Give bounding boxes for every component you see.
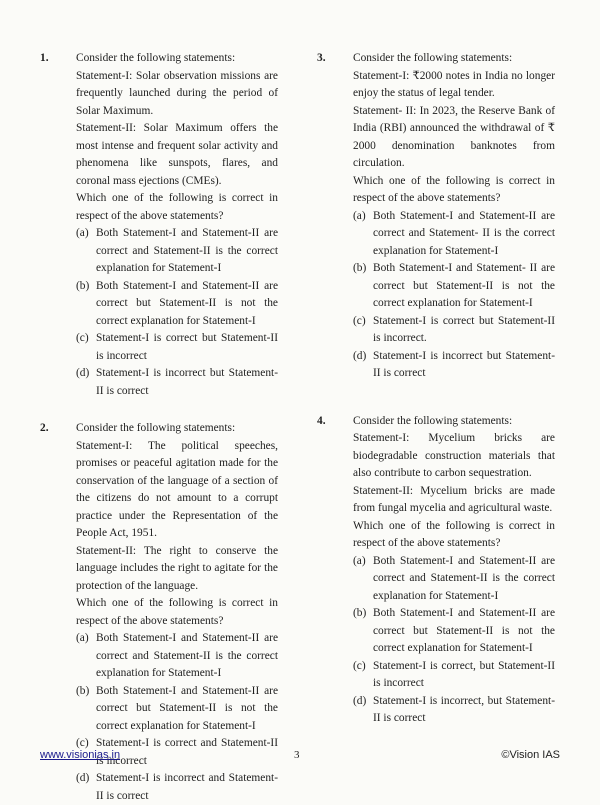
right-column (317, 50, 555, 728)
question-number: 3. (317, 52, 326, 64)
option-text: Statement-I is correct and Statement-II is incorrect (96, 737, 278, 767)
option-text: Both Statement-I and Statement-II are correct and Statement- II is the correct explanation for Statement-I (373, 209, 555, 257)
options-list (76, 225, 278, 400)
statement-1: Statement-I: Mycelium bricks are biodegradable construction materials that also contribute to carbon sequestration. (353, 432, 555, 479)
option-c[interactable] (76, 330, 278, 365)
options-list (76, 630, 278, 805)
option-c[interactable] (353, 658, 555, 693)
option-letter: (d) (353, 694, 367, 707)
option-text: Statement-I is incorrect but Statement-II is correct (373, 349, 555, 379)
question-1 (40, 50, 278, 400)
option-text: Both Statement-I and Statement-II are correct but Statement-II is not the correct explanation for Statement-I (96, 279, 278, 327)
question-prompt: Which one of the following is correct in respect of the above statements? (76, 597, 278, 627)
options-list (353, 553, 555, 728)
option-letter: (d) (76, 772, 90, 784)
option-text: Both Statement-I and Statement-II are correct and Statement-II is the correct explanation for Statement-I (96, 227, 278, 274)
option-letter: (b) (353, 262, 367, 274)
option-d[interactable] (76, 365, 278, 400)
option-text: Statement-I is correct but Statement-II is incorrect (96, 332, 278, 362)
page-number: 3 (294, 749, 300, 761)
question-prompt: Which one of the following is correct in respect of the above statements? (353, 519, 555, 549)
option-b[interactable] (353, 260, 555, 313)
option-text: Both Statement-I and Statement-II are correct and Statement-II is the correct explanation for Statement-I (373, 554, 555, 602)
option-a[interactable] (76, 630, 278, 683)
option-letter: (d) (353, 349, 367, 362)
option-b[interactable] (76, 278, 278, 331)
option-letter: (a) (353, 209, 366, 222)
option-text: Statement-I is correct but Statement-II is incorrect. (373, 314, 555, 344)
question-intro: Consider the following statements: (353, 414, 513, 427)
option-letter: (b) (353, 607, 367, 619)
page-footer (40, 749, 560, 769)
question-2 (40, 420, 278, 805)
option-d[interactable] (76, 770, 278, 805)
option-letter: (c) (76, 737, 89, 749)
option-text: Both Statement-I and Statement-II are correct but Statement-II is not the correct explanation for Statement-I (373, 607, 555, 654)
option-text: Statement-I is correct, but Statement-II is incorrect (373, 659, 555, 689)
option-letter: (c) (76, 332, 89, 344)
option-a[interactable] (353, 553, 555, 606)
option-letter: (b) (76, 279, 90, 292)
question-number: 1. (40, 52, 49, 64)
statement-2: Statement- II: In 2023, the Reserve Bank of India (RBI) announced the withdrawal of ₹ 2000 denomination banknotes from circulation. (353, 104, 555, 169)
statement-1: Statement-I: The political speeches, promises or peaceful agitation made for the conservation of the language of a section of the citizens do not amount to a corrupt practice under the Representation of the People Act, 1951. (76, 439, 278, 539)
question-3 (317, 50, 555, 383)
question-4 (317, 413, 555, 728)
option-letter: (a) (353, 554, 366, 567)
question-intro: Consider the following statements: (76, 422, 236, 434)
option-letter: (a) (76, 632, 89, 644)
option-letter: (d) (76, 367, 90, 379)
option-d[interactable] (353, 693, 555, 728)
question-prompt: Which one of the following is correct in respect of the above statements? (76, 192, 278, 222)
question-intro: Consider the following statements: (76, 52, 236, 64)
copyright-notice: ©Vision IAS (501, 749, 560, 761)
option-a[interactable] (76, 225, 278, 278)
website-link[interactable]: www.visionias.in (40, 749, 121, 761)
option-b[interactable] (353, 605, 555, 658)
statement-2: Statement-II: The right to conserve the language includes the right to agitate for the protection of the language. (76, 544, 278, 592)
left-column (40, 50, 278, 805)
option-text: Both Statement-I and Statement-II are correct and Statement-II is the correct explanation for Statement-I (96, 632, 278, 679)
option-text: Statement-I is incorrect, but Statement-II is correct (373, 694, 555, 724)
question-intro: Consider the following statements: (353, 52, 513, 64)
option-letter: (a) (76, 227, 89, 239)
option-a[interactable] (353, 208, 555, 261)
option-text: Statement-I is incorrect but Statement-II is correct (96, 367, 278, 397)
option-text: Statement-I is incorrect and Statement-II is correct (96, 772, 278, 802)
question-prompt: Which one of the following is correct in respect of the above statements? (353, 174, 555, 204)
option-letter: (b) (76, 684, 90, 697)
option-text: Both Statement-I and Statement-II are correct but Statement-II is not the correct explanation for Statement-I (96, 684, 278, 732)
option-d[interactable] (353, 348, 555, 383)
statement-1: Statement-I: ₹2000 notes in India no longer enjoy the status of legal tender. (353, 69, 555, 99)
statement-2: Statement-II: Solar Maximum offers the most intense and frequent solar activity and phenomena like sunspots, flares, and coronal mass ejections (CMEs). (76, 122, 278, 187)
option-letter: (c) (353, 659, 366, 672)
question-number: 2. (40, 422, 49, 434)
option-b[interactable] (76, 683, 278, 736)
option-c[interactable] (353, 313, 555, 348)
option-text: Both Statement-I and Statement- II are correct but Statement-II is not the correct explanation for Statement-I (373, 262, 555, 309)
options-list (353, 208, 555, 383)
question-number: 4. (317, 414, 326, 427)
statement-2: Statement-II: Mycelium bricks are made from fungal mycelia and agricultural waste. (353, 484, 555, 514)
statement-1: Statement-I: Solar observation missions are frequently launched during the period of Solar Maximum. (76, 69, 278, 117)
option-letter: (c) (353, 314, 366, 327)
